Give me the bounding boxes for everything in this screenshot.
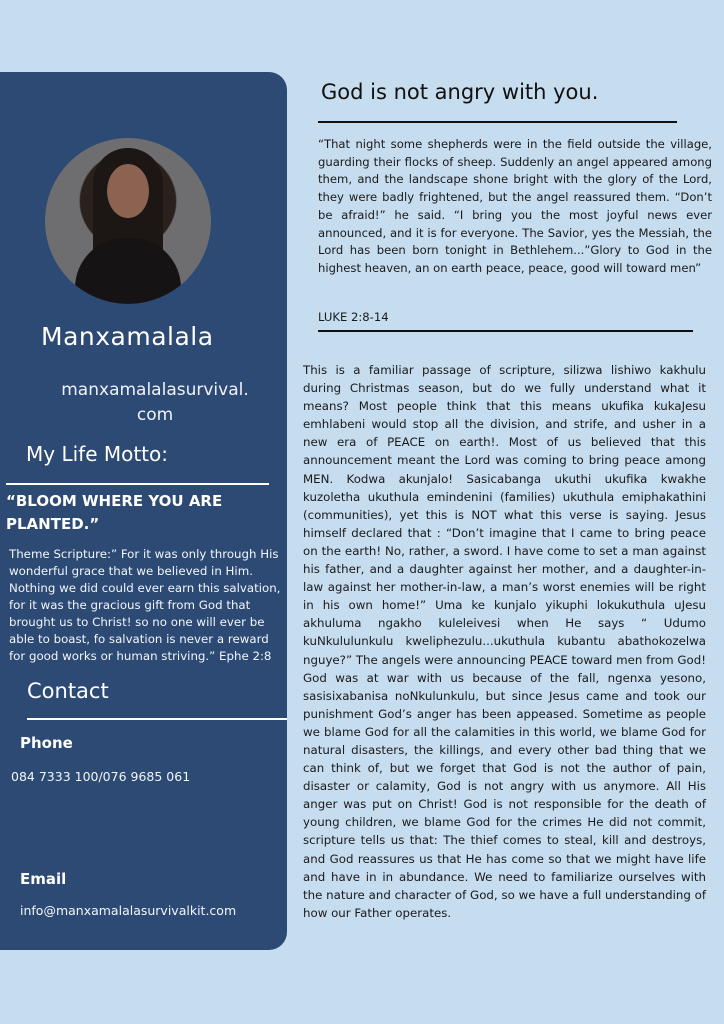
sidebar (0, 72, 287, 950)
quote-divider (318, 330, 693, 332)
profile-name: Manxamalala (41, 322, 214, 351)
phone-label: Phone (20, 734, 73, 752)
email-address[interactable]: info@manxamalalasurvivalkit.com (20, 903, 237, 918)
contact-title: Contact (27, 679, 109, 703)
website-text[interactable]: manxamalalasurvival. com (61, 380, 249, 425)
life-motto: “BLOOM WHERE YOU ARE PLANTED.” (6, 492, 223, 533)
scripture-quote: “That night some shepherds were in the field outside the village, guarding their flocks of sheep. Suddenly an angel appeared among them, and the landscape shone bright with the glory of the Lord, they were badly frightened, but the angel reassured them. “Don’t be afraid!” he said. “I bring you the most joyful news ever announced, and it is for everyone. The Savior, yes the Messiah, the Lord has been born tonight in Bethlehem...”Glory to God in the highest heaven, an on earth peace, peace, good will toward men” (318, 137, 712, 275)
motto-title: My Life Motto: (26, 442, 169, 466)
page-title: God is not angry with you. (321, 80, 599, 104)
profile-photo (45, 138, 211, 304)
motto-divider (6, 483, 269, 485)
scripture-reference: LUKE 2:8-14 (318, 310, 389, 324)
contact-divider (27, 718, 287, 720)
title-divider (318, 121, 677, 123)
theme-scripture: Theme Scripture:” For it was only through His wonderful grace that we believed in Him. Nothing we did could ever earn this salvation, for it was the gracious gift from God that brought us to Christ! so no one will ever be able to boast, fo salvation is never a reward for good works or human striving.” Ephe 2:8 (9, 547, 281, 663)
website-link[interactable] (38, 378, 272, 428)
article-body: This is a familiar passage of scripture, silizwa lishiwo kakhulu during Christmas season, but do we fully understand what it means? Most people think that this means ukufika kukaJesu emhlabeni would stop all the division, and strife, and usher in a new era of PEACE on earth!. Most of us believed that this announcement meant the Lord was coming to bring peace among MEN. Kodwa akunjalo! Sasicabanga ukuthi ukufika kwakhe kuzoletha ukuthula emindenini (families) ukuthula emiphakathini (communities), yet this is NOT what this verse is saying. Jesus himself declared that : “Don’t imagine that I came to bring peace on the earth! No, rather, a sword. I have come to set a man against his father, and a daughter against her mother, and a daughter-in-law against her mother-in-law, a man’s worst enemies will be right in his own home!” Uma ke kunjalo yikuphi lokukuthula uJesu akhuluma ngakho kuleleivesi when He says “ Udumo kuNkululunkulu kweliphezulu...ukuthula kubantu abathokozelwa nguye?” The angels were announcing PEACE toward men from God! God was at war with us because of the fall, ngenxa yesono, sasisixabanisa noNkulunkulu, but since Jesus came and took our punishment God’s anger has been appeased. Sometime as people we blame God for all the calamities in this world, we blame God for natural disasters, the killings, and every other bad thing that we can think of, but we forget that God is not the author of pain, disaster or calamity, God is not angry with us anymore. All His anger was put on Christ! God is not responsible for the death of young children, we blame God for the crimes He did not commit, scripture tells us that: The thief comes to steal, kill and destroys, and God reassures us that He has come so that we might have life and have in in abundance. We need to familiarize ourselves with the nature and character of God, so we have a full understanding of how our Father operates. (303, 363, 706, 920)
profile-face (107, 164, 149, 218)
phone-number[interactable]: 084 7333 100/076 9685 061 (11, 769, 191, 784)
email-label: Email (20, 870, 67, 888)
profile-body (75, 238, 181, 304)
